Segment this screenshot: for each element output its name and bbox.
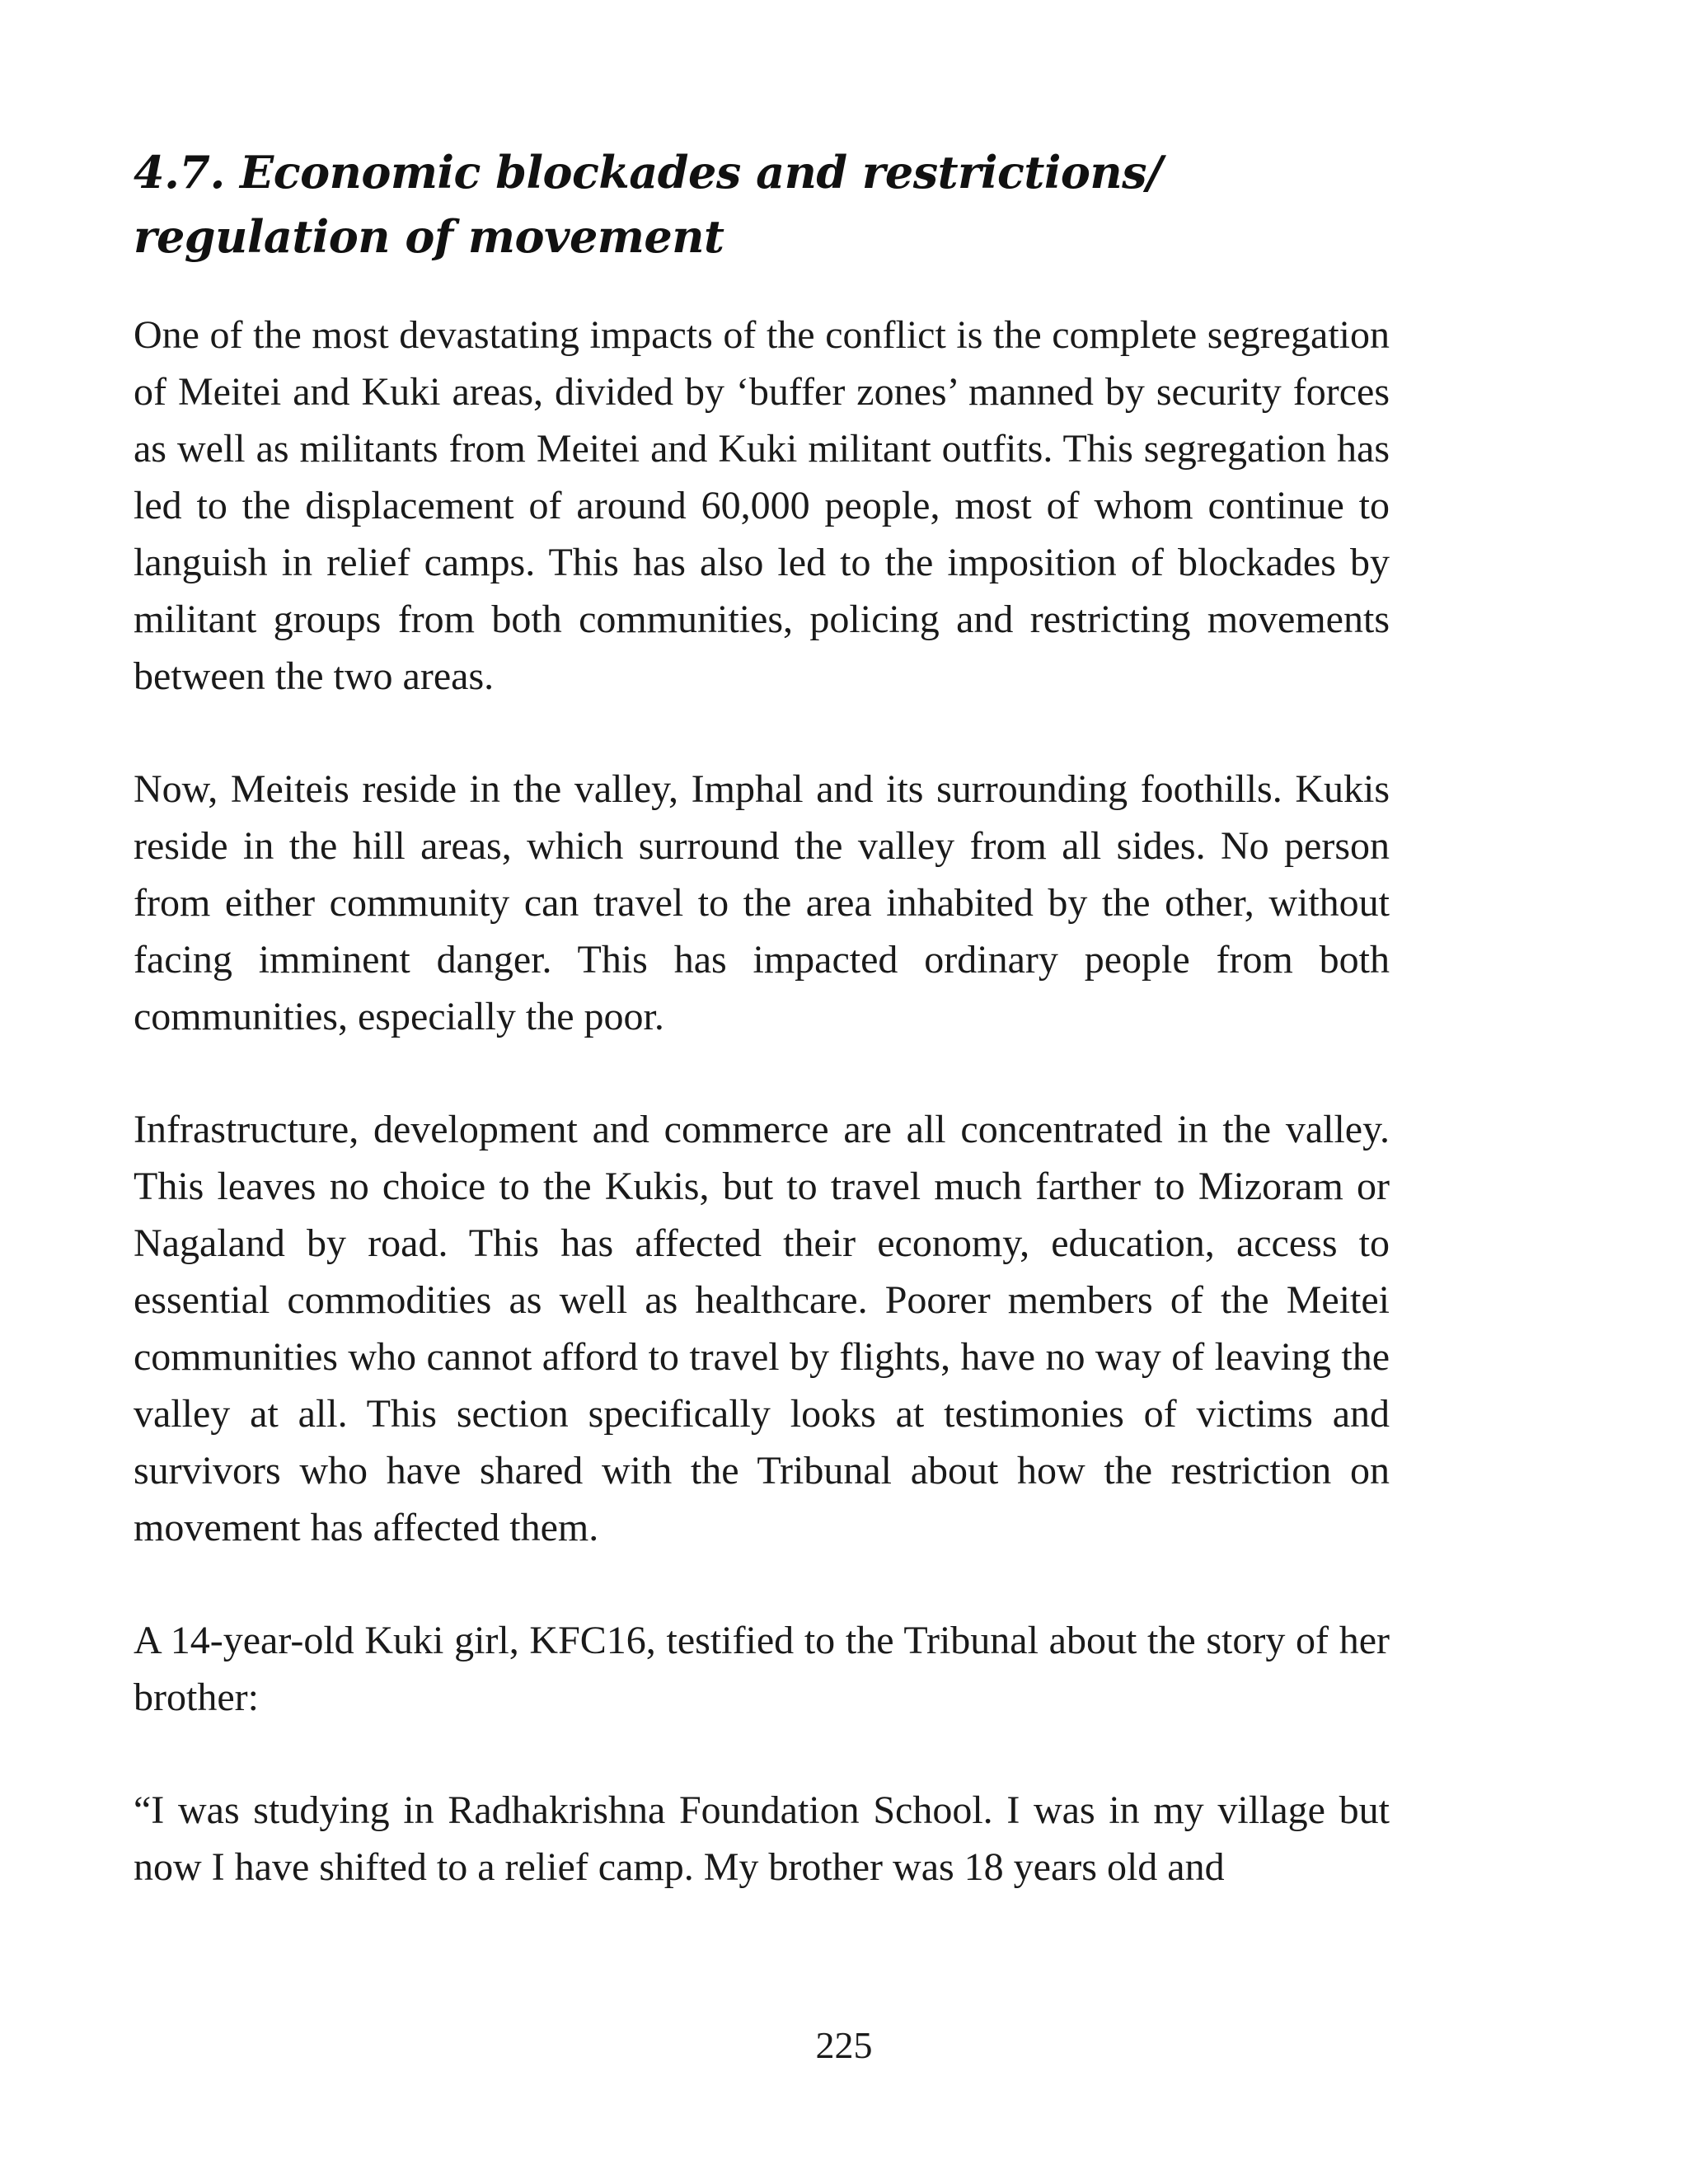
page-number: 225 (815, 2024, 873, 2066)
paragraph-testimony-quote: “I was studying in Radhakrishna Foundation School. I was in my village but now I have shifted to a relief camp. My brother was 18 years old and (134, 1788, 1390, 1889)
section-heading: 4.7. Economic blockades and restrictions/ regulation of movement (134, 146, 1163, 263)
paragraph-infrastructure: Infrastructure, development and commerce are all concentrated in the valley. This leaves no choice to the Kukis, but to travel much farther to Mizoram or Nagaland by road. This has affected their economy, education, access to essential commodities as well as healthcare. Poorer members of the Meitei communities who cannot afford to travel by flights, have no way of leaving the valley at all. This section specifically looks at testimonies of victims and survivors who have shared with the Tribunal about how the restriction on movement has affected them. (134, 1108, 1390, 1549)
paragraph-testimony-intro: A 14-year-old Kuki girl, KFC16, testified to the Tribunal about the story of her brother: (134, 1619, 1390, 1719)
paragraph-residence: Now, Meiteis reside in the valley, Imphal and its surrounding foothills. Kukis reside in the hill areas, which surround the valley from all sides. No person from either community can travel to the area inhabited by the other, without facing imminent danger. This has impacted ordinary people from both communities, especially the poor. (134, 767, 1390, 1038)
paragraph-segregation: One of the most devastating impacts of the conflict is the complete segregation of Meitei and Kuki areas, divided by ‘buffer zones’ manned by security forces as well as militants from Meitei and Kuki militant outfits. This segregation has led to the displacement of around 60,000 people, most of whom continue to languish in relief camps. This has also led to the imposition of blockades by militant groups from both communities, policing and restricting movements between the two areas. (134, 313, 1390, 698)
page-content (134, 140, 1390, 1952)
